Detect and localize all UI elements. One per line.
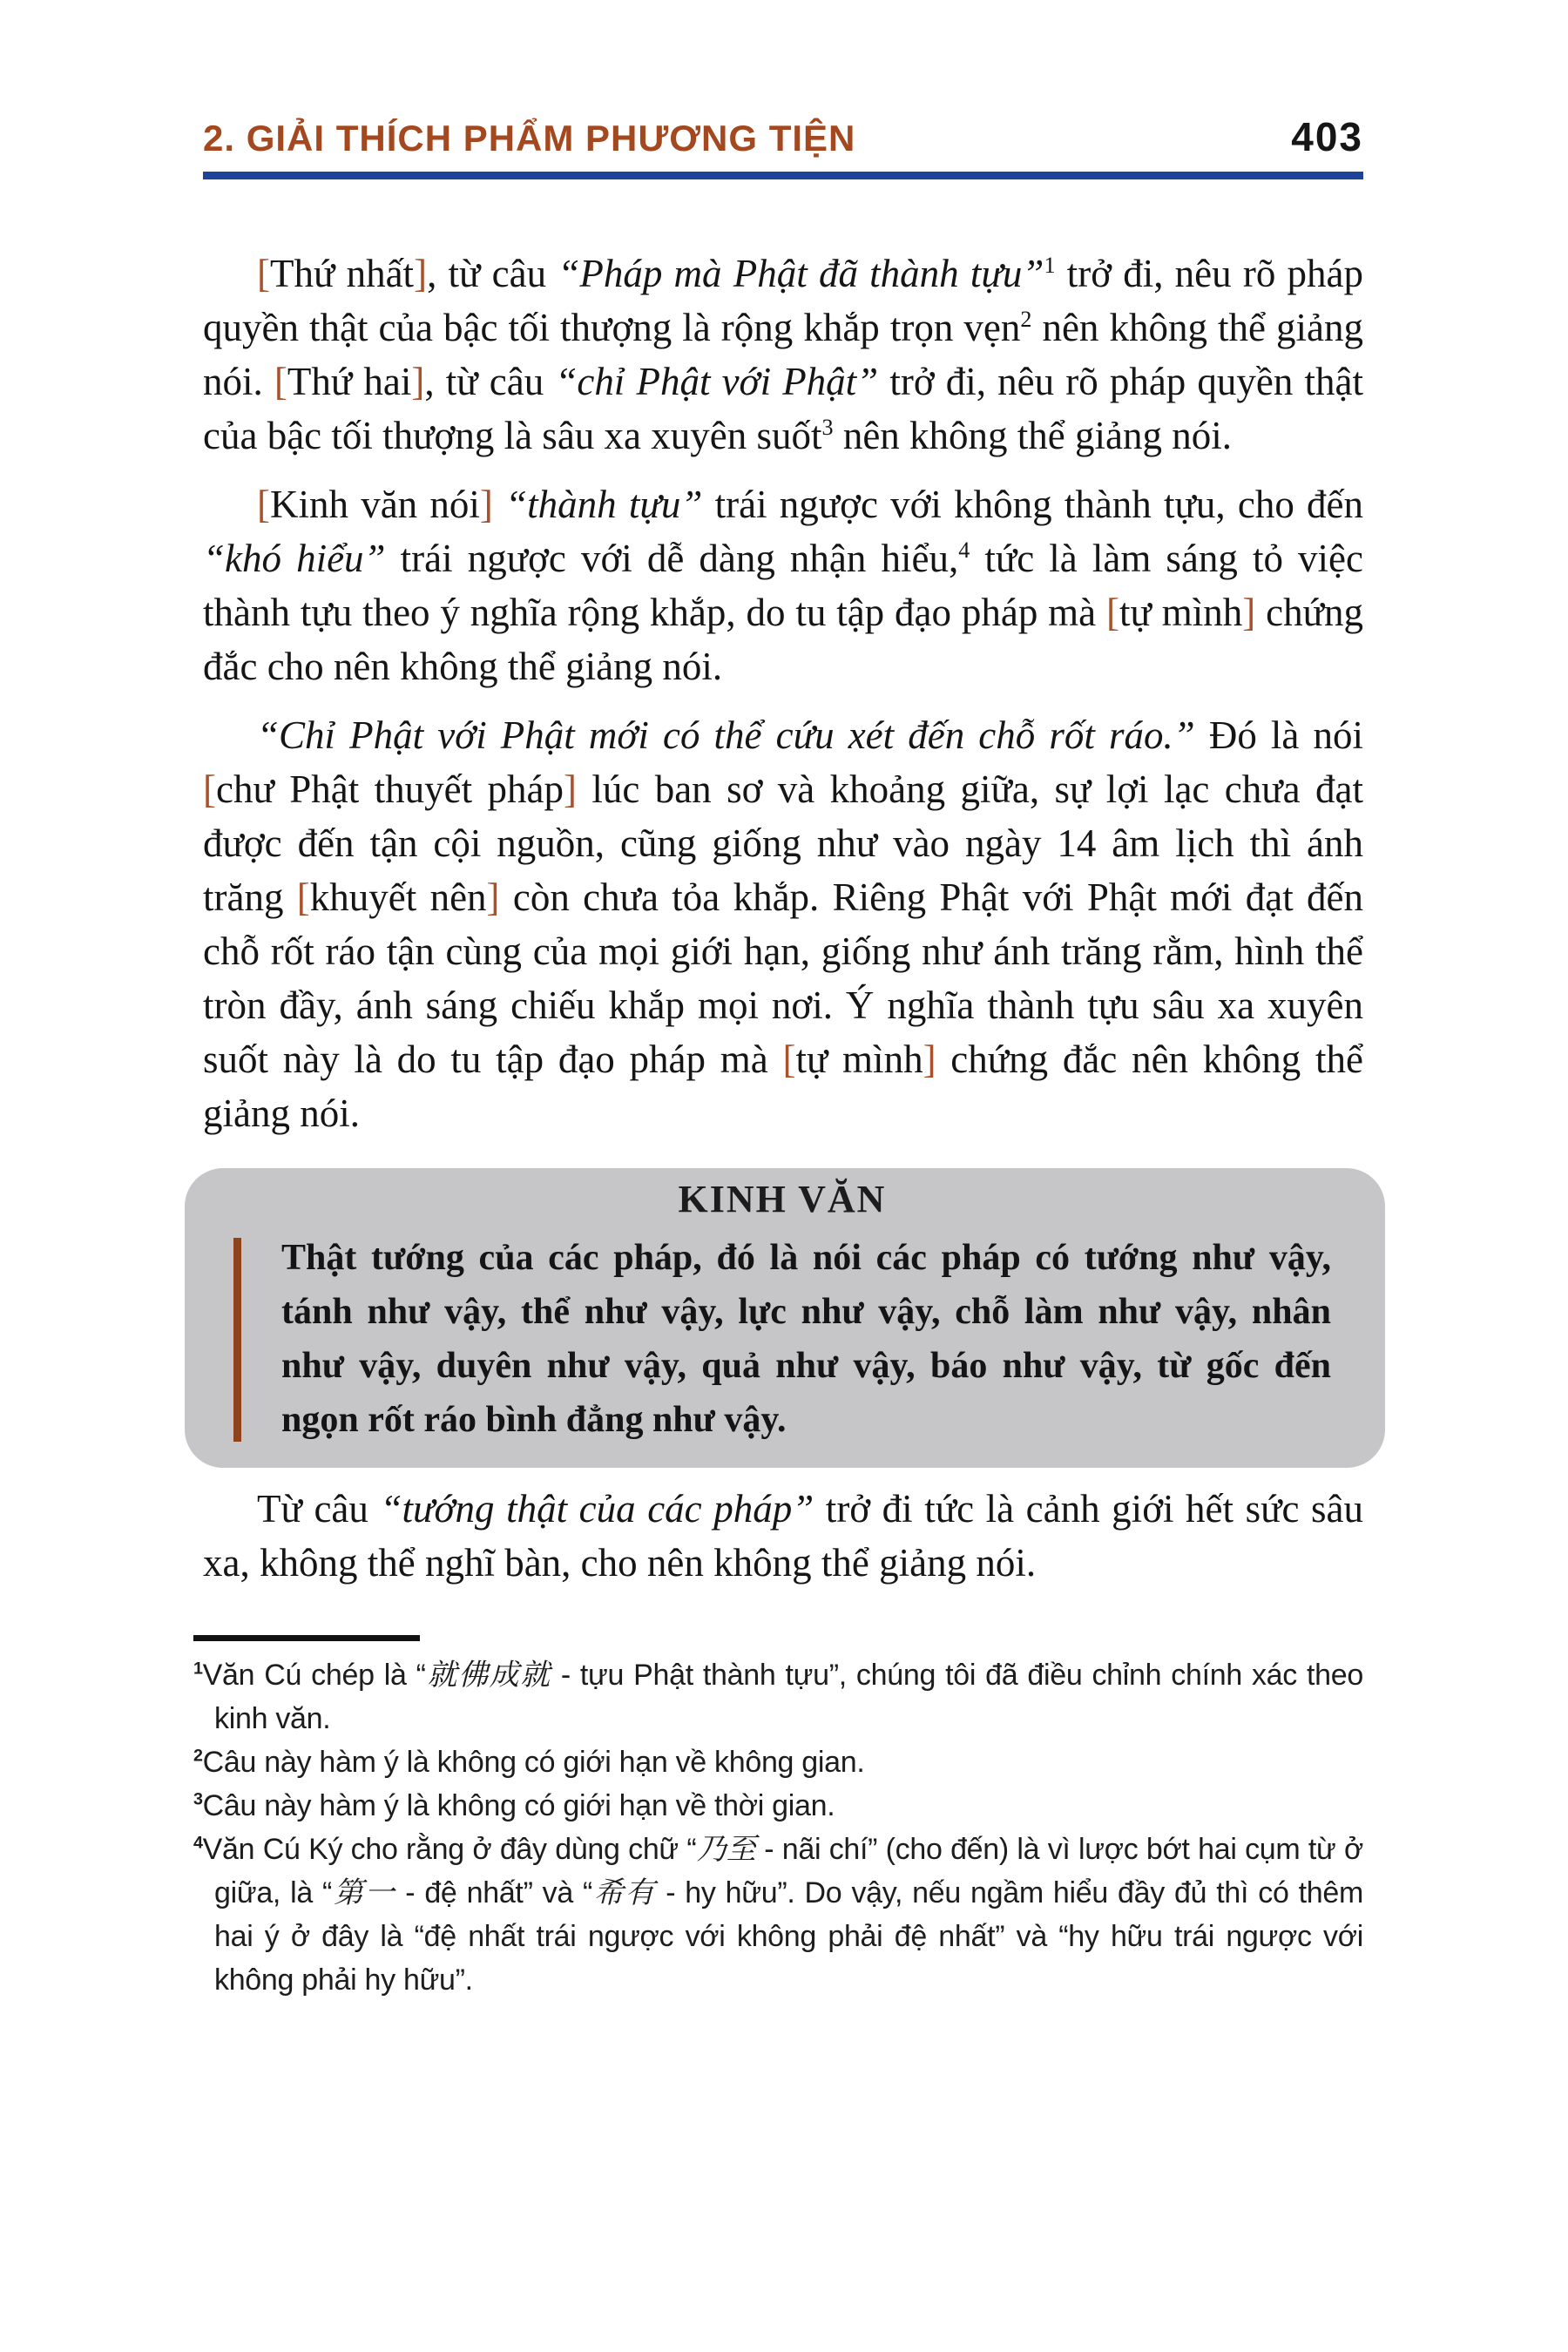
quote-accent-bar	[233, 1238, 241, 1442]
page-body	[193, 247, 1364, 2002]
footnote-4: $^4$Văn Cú Ký cho rằng ở đây dùng chữ “乃至 - nãi chí” (cho đến) là vì lược bớt hai cụm từ ở giữa, là “第一 - đệ nhất” và “希有 - hy hữu”. Do vậy, nếu ngầm hiểu đầy đủ thì có thêm hai ý ở đây là “đệ nhất trái ngược với không phải đệ nhất” và “hy hữu trái ngược với không phải hy hữu”.	[193, 1833, 1363, 1997]
page-header	[203, 114, 1363, 159]
footnote-3: $^3$Câu này hàm ý là không có giới hạn về thời gian.	[193, 1789, 835, 1822]
body-paragraph-1: [Thứ nhất], từ câu “Pháp mà Phật đã thành tựu”$^1$ trở đi, nêu rõ pháp quyền thật của bậc tối thượng là rộng khắp trọn vẹn$^2$ nên không thể giảng nói. [Thứ hai], từ câu “chỉ Phật với Phật” trở đi, nêu rõ pháp quyền thật của bậc tối thượng là sâu xa xuyên suốt$^3$ nên không thể giảng nói.	[203, 252, 1364, 457]
kinh-van-quote-wrap	[233, 1231, 1331, 1447]
kinh-van-title: KINH VĂN	[678, 1178, 887, 1220]
kinh-van-quote: Thật tướng của các pháp, đó là nói các pháp có tướng như vậy, tánh như vậy, thể như vậy, lực như vậy, chỗ làm như vậy, nhân như vậy, duyên như vậy, quả như vậy, báo như vậy, từ gốc đến ngọn rốt ráo bình đẳng như vậy.	[281, 1238, 1331, 1440]
body-paragraph-4: Từ câu “tướng thật của các pháp” trở đi tức là cảnh giới hết sức sâu xa, không thể nghĩ bàn, cho nên không thể giảng nói.	[203, 1487, 1364, 1585]
page-number: 403	[1291, 114, 1363, 159]
footnote-2: $^2$Câu này hàm ý là không có giới hạn về không gian.	[193, 1746, 865, 1779]
body-paragraph-2: [Kinh văn nói] “thành tựu” trái ngược với không thành tựu, cho đến “khó hiểu” trái ngược với dễ dàng nhận hiểu,$^4$ tức là làm sáng tỏ việc thành tựu theo ý nghĩa rộng khắp, do tu tập đạo pháp mà [tự mình] chứng đắc cho nên không thể giảng nói.	[203, 483, 1363, 688]
body-paragraph-3: “Chỉ Phật với Phật mới có thể cứu xét đến chỗ rốt ráo.” Đó là nói [chư Phật thuyết pháp] lúc ban sơ và khoảng giữa, sự lợi lạc chưa đạt được đến tận cội nguồn, cũng giống như vào ngày 14 âm lịch thì ánh trăng [khuyết nên] còn chưa tỏa khắp. Riêng Phật với Phật mới đạt đến chỗ rốt ráo tận cùng của mọi giới hạn, giống như ánh trăng rằm, hình thể tròn đầy, ánh sáng chiếu khắp mọi nơi. Ý nghĩa thành tựu sâu xa xuyên suốt này là do tu tập đạo pháp mà [tự mình] chứng đắc nên không thể giảng nói.	[203, 713, 1363, 1135]
running-header-title: 2. GIẢI THÍCH PHẨM PHƯƠNG TIỆN	[203, 118, 856, 159]
kinh-van-box	[185, 1168, 1385, 1468]
footnote-1: $^1$Văn Cú chép là “就佛成就 - tựu Phật thành tựu”, chúng tôi đã điều chỉnh chính xác theo kinh văn.	[193, 1659, 1363, 1735]
header-rule	[203, 172, 1363, 179]
footnotes	[193, 1653, 1363, 2002]
footnote-separator	[193, 1635, 420, 1641]
